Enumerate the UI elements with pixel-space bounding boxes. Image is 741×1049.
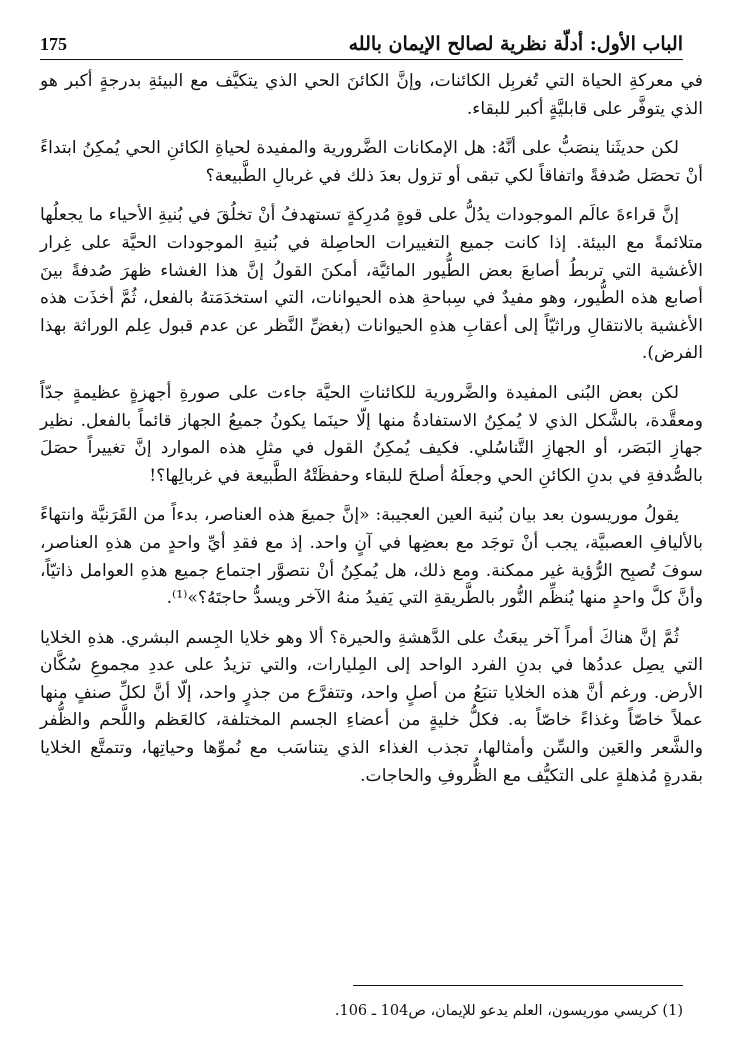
chapter-title: الباب الأول: أدلّة نظرية لصالح الإيمان بالله: [348, 33, 683, 55]
running-header: [40, 22, 683, 60]
footnote: (1) كريسي موريسون، العلم يدعو للإيمان، ص104 ـ 106.: [334, 1003, 683, 1019]
paragraph: يقولُ موريسون بعد بيان بُنية العين العجيبة: «إنَّ جميعَ هذه العناصر، بدءاً من القَرَنيَّة وانتهاءً بالأليافِ العصبيَّة، يجب أنْ توجَد مع بعضِها في آنٍ واحد. إذ مع فقدِ أيِّ واحدٍ من هذهِ العناصر، سوفَ تُصبِح الرُّؤية غير ممكنة. ومع ذلك، هل يُمكِنُ أنْ نتصوَّر اجتماع جميع هذهِ العوامل ذاتيّاً، وأنَّ كلَّ واحدٍ منها يُنظِّم النُّور بالطَّريقةِ التي يَفيدُ منهُ الآخر ويسدُّ حاجتَهُ؟»⁽¹⁾.: [40, 505, 703, 609]
paragraph: في معركةِ الحياة التي تُغربِل الكائنات، وإنَّ الكائنَ الحي الذي يتكيَّف مع البيئةِ بدرجةٍ أكبر هو الذي يتوفَّر على قابليَّةٍ أكبر للبقاء.: [40, 71, 703, 119]
paragraph: لكن بعض البُنى المفيدة والضَّرورية للكائناتِ الحيَّة جاءت على صورةِ أجهزةٍ عظيمةٍ جدّاً ومعقَّدة، بالشَّكل الذي لا يُمكِنُ الاستفادةُ منها إلّا حينَما يكونُ جميعُ الجهاز قائماً بالفعل. نظير جهازِ البَصَر، أو الجهازِ التَّناسُلي. فكيف يُمكِنُ القول في مثلِ هذه الموارد إنَّ تغييراً حصَلَ بالصُّدفةِ في بدنِ الكائنِ الحي وجعلَهُ أصلحَ للبقاء وحفظَتْهُ الطَّبيعة في غربالِها؟!: [40, 382, 703, 486]
page-number: 175: [40, 34, 67, 54]
paragraph: إنَّ قراءةَ عالَم الموجودات يدُلُّ على قوةٍ مُدرِكةٍ تستهدفُ أنْ تخلُقَ في بُنيةِ الأحياء ما يجعلُها متلائمةً مع البيئة. إذا كانت جميع التغييرات الحاصِلة في بُنيةِ الموجودات الحيَّة على غِرار الأغشية التي تربطُ أصابعَ بعض الطُّيور المائيَّة، أمكنَ القولُ إنَّ هذا الغشاء ظهرَ صُدفةً بينَ أصابع هذه الطُّيور، وهو مفيدٌ في سِباحةِ هذه الحيوانات، التي استخدَمَتهُ بالفعل، ثُمَّ أخذَت هذه الأغشية بالانتقالِ وراثيّاً إلى أعقابِ هذهِ الحيوانات (بغضِّ النَّظر عن عدم قبول عِلم الوراثة بهذا الفرض).: [40, 205, 703, 364]
body-text: [40, 68, 703, 802]
paragraph: لكن حديثَنا ينصَبُّ على أنَّهُ: هل الإمكانات الضَّرورية والمفيدة لحياةِ الكائنِ الحي يُمكِنُ ابتداءً أنْ تحصَل صُدفةً واتفاقاً لكي تبقى أو تزول بعدَ ذلك في غربالِ الطَّبيعة؟: [40, 138, 703, 186]
paragraph: ثُمَّ إنَّ هناكَ أمراً آخر يبعَثُ على الدَّهشةِ والحيرة؟ ألا وهو خلايا الجِسم البشري. هذهِ الخلايا التي يصِل عددُها في بدنِ الفرد الواحد إلى المِليارات، والتي تزيدُ على عددِ مجموعِ سُكَّان الأرض. ورغم أنَّ هذه الخلايا تنبَعُ من أصلٍ واحد، وتتفرَّع من جذرٍ واحد، إلّا أنَّ لكلِّ صنفٍ منها عملاً خاصّاً وغذاءً خاصّاً به. فكلُّ خليةٍ من أعضاءِ الجسم المختلفة، كالعَظم واللَّحم والظُّفر والشَّعر والعَين والسِّن وأمثالها، تجذب الغذاء الذي يتناسَب مع نُموِّها وحياتِها، وتتمتَّع الخلايا بقدرةٍ مُذهلةٍ على التكيُّف مع الظُّروفِ والحاجات.: [40, 627, 703, 786]
footnote-divider: [353, 985, 683, 986]
